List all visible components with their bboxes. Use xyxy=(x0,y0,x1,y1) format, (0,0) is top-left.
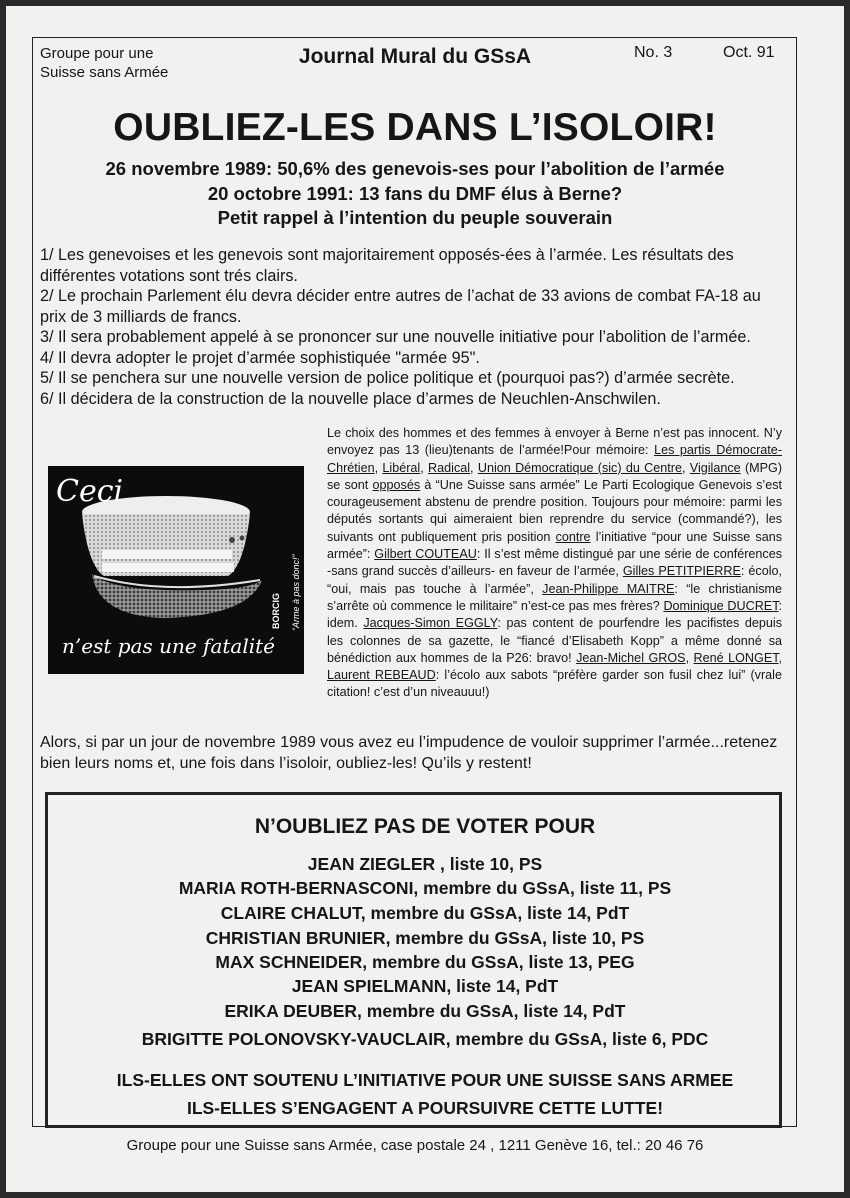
subheadline-3: Petit rappel à l’intention du peuple souverain xyxy=(217,207,613,228)
candidate-line: BRIGITTE POLONOVSKY-VAUCLAIR, membre du GSsA, liste 6, PDC xyxy=(141,1029,709,1049)
slogan-line-1: ILS-ELLES ONT SOUTENU L’INITIATIVE POUR UNE SUISSE SANS ARMEE xyxy=(116,1070,734,1090)
deputy-name: Jacques-Simon EGGLY xyxy=(363,616,498,631)
party-name: Radical xyxy=(428,460,471,475)
article-segment: : “le christianisme s’arrête où commence le militaire” n’est-ce pas mes frères? xyxy=(327,581,783,613)
party-name: Union Démocratique (sic) du Centre xyxy=(477,460,682,475)
point-item: 3/ Il sera probablement appelé à se prononcer sur une nouvelle initiative pour l’abolition de l’armée. xyxy=(40,328,751,346)
subheadline-2: 20 octobre 1991: 13 fans du DMF élus à Berne? xyxy=(207,183,623,204)
illustration xyxy=(48,466,304,674)
main-headline: OUBLIEZ-LES DANS L’ISOLOIR! xyxy=(113,106,717,149)
party-name: Libéral xyxy=(382,460,421,475)
article-segment: : idem. xyxy=(327,598,782,631)
party-name: Les partis Démocrate-Chrétien xyxy=(327,443,783,475)
candidate-line: JEAN SPIELMANN, liste 14, PdT xyxy=(291,976,559,996)
journal-title: Journal Mural du GSsA xyxy=(298,45,532,68)
issue-number: No. 3 xyxy=(634,44,673,61)
article-segment: à “Une Suisse sans armée” Le Parti Ecologique Genevois s’est courageusement abstenu de prendre position. Toujours pour mémoire: parmi les députés sortants qui aimeraient bien reprendre du service (commandé?), les suivants ont publiquement pris position xyxy=(327,477,783,544)
article-intro: Le choix des hommes et des femmes à envoyer à Berne n’est pas innocent. N’y envoyez pas 13 (lieu)tenants de l’armée!Pour mémoire: xyxy=(327,426,782,458)
article-text: Le choix des hommes et des femmes à envoyer à Berne n’est pas innocent. N’y envoyez pas 13 (lieu)tenants de l’armée!Pour mémoire: Les partis Démocrate-Chrétien, Libéral, Radical, Union Démocratique (sic) du Centre, Vigilance (MPG) se sont opposés à “Une Suisse sans armée” Le Parti Ecologique Genevois s’est courageusement abstenu de prendre position. Toujours pour mémoire: parmi les députés sortants qui aimeraient bien reprendre du service (commandé?), les suivants ont publiquement pris position contre l’initiative “pour une Suisse sans armée”: Gilbert COUTEAU: Il s’est même distingué par une série de conférences -sans grand succès d’ailleurs- en faveur de l’armée, Gilles PETITPIERRE: écolo, “oui, mais pas touche à l’armée”, Jean-Philippe MAITRE: “le christianisme s’arrête où commence le militaire” n’est-ce pas mes frères? Dominique DUCRET: idem. Jacques-Simon EGGLY: pas content de pourfendre les pacifistes depuis les colonnes de sa gazette, le “fiancé d’Elisabeth Kopp” a même donné sa bénédiction aux hommes de la P26: bravo! Jean-Michel GROS, René LONGET, Laurent REBEAUD: l’écolo aux sabots “préfère garder son fusil chez lui” (vrale citation! c’est d’un niveauuu!) xyxy=(327,426,783,700)
article-segment: l’initiative “pour une Suisse sans armée”: xyxy=(327,529,783,562)
deputy-name: Laurent REBEAUD xyxy=(327,668,436,683)
candidate-line: JEAN ZIEGLER , liste 10, PS xyxy=(307,854,543,874)
candidate-line: ERIKA DEUBER, membre du GSsA, liste 14, PdT xyxy=(224,1001,626,1021)
illustration-side-text: “Arme à pas donc!” xyxy=(291,554,301,631)
article-segment: (MPG) se sont xyxy=(327,460,783,492)
deputy-name: Gilbert COUTEAU xyxy=(374,547,477,562)
deputy-name: Dominique DUCRET xyxy=(663,598,779,613)
candidate-line: CLAIRE CHALUT, membre du GSsA, liste 14, PdT xyxy=(220,903,630,923)
footer-address: Groupe pour une Suisse sans Armée, case postale 24 , 1211 Genève 16, tel.: 20 46 76 xyxy=(126,1137,704,1154)
point-item: 1/ Les genevoises et les genevois sont majoritairement opposés-ées à l’armée. Les résultats des différentes votations sont trés clairs. xyxy=(40,246,734,285)
highlighted-word: opposés xyxy=(372,477,421,492)
article-segment: : écolo, “oui, mais pas touche à l’armée”, xyxy=(327,564,783,596)
point-item: 5/ Il se penchera sur une nouvelle version de police politique et (pourquoi pas?) d’armée secrète. xyxy=(40,369,735,387)
highlighted-word: contre xyxy=(555,529,591,544)
deputy-name: Gilles PETITPIERRE xyxy=(622,564,741,579)
issue-date: Oct. 91 xyxy=(723,44,775,61)
slogan-line-2: ILS-ELLES S’ENGAGENT A POURSUIVRE CETTE LUTTE! xyxy=(186,1098,664,1118)
candidate-line: CHRISTIAN BRUNIER, membre du GSsA, liste 10, PS xyxy=(205,928,645,948)
point-item: 2/ Le prochain Parlement élu devra décider entre autres de l’achat de 33 avions de combat FA-18 au prix de 3 milliards de francs. xyxy=(40,287,761,326)
point-item: 6/ Il décidera de la construction de la nouvelle place d’armes de Neuchlen-Anschwilen. xyxy=(40,389,661,408)
illustration-signature: BORCIG xyxy=(271,593,281,629)
org-line-2: Suisse sans Armée xyxy=(40,64,169,81)
deputy-name: René LONGET xyxy=(693,650,779,665)
conclusion-text: Alors, si par un jour de novembre 1989 vous avez eu l’impudence de vouloir supprimer l’armée...retenez bien leurs noms et, une fois dans l’isoloir, oubliez-les! Qu’ils y restent! xyxy=(40,734,778,772)
points-list xyxy=(40,245,786,409)
article-segment: : Il s’est même distingué par une série de conférences -sans grand succès d’ailleurs- en faveur de l’armée, xyxy=(327,547,783,579)
vote-box-title: N’OUBLIEZ PAS DE VOTER POUR xyxy=(254,815,596,838)
candidate-line: MAX SCHNEIDER, membre du GSsA, liste 13, PEG xyxy=(215,952,635,972)
illustration-caption-bottom: n’est pas une fatalité xyxy=(62,634,275,658)
deputy-name: Jean-Philippe MAITRE xyxy=(542,581,675,596)
article-segment: : l’écolo aux sabots “préfère garder son fusil chez lui” (vrale citation! c’est d’un niveauuu!) xyxy=(327,668,782,700)
article-segment: : pas content de pourfendre les pacifistes depuis les colonnes de sa gazette, le “fiancé d’Elisabeth Kopp” a même donné sa bénédiction aux hommes de la P26: bravo! xyxy=(327,616,782,665)
candidate-line: MARIA ROTH-BERNASCONI, membre du GSsA, liste 11, PS xyxy=(178,878,672,898)
subheadline-1: 26 novembre 1989: 50,6% des genevois-ses pour l’abolition de l’armée xyxy=(105,158,725,179)
point-item: 4/ Il devra adopter le projet d’armée sophistiquée "armée 95". xyxy=(40,348,480,367)
org-line-1: Groupe pour une xyxy=(40,45,154,62)
illustration-caption-top: Ceci xyxy=(56,474,124,509)
deputy-name: Jean-Michel GROS xyxy=(576,650,686,665)
party-name: Vigilance xyxy=(689,460,741,475)
